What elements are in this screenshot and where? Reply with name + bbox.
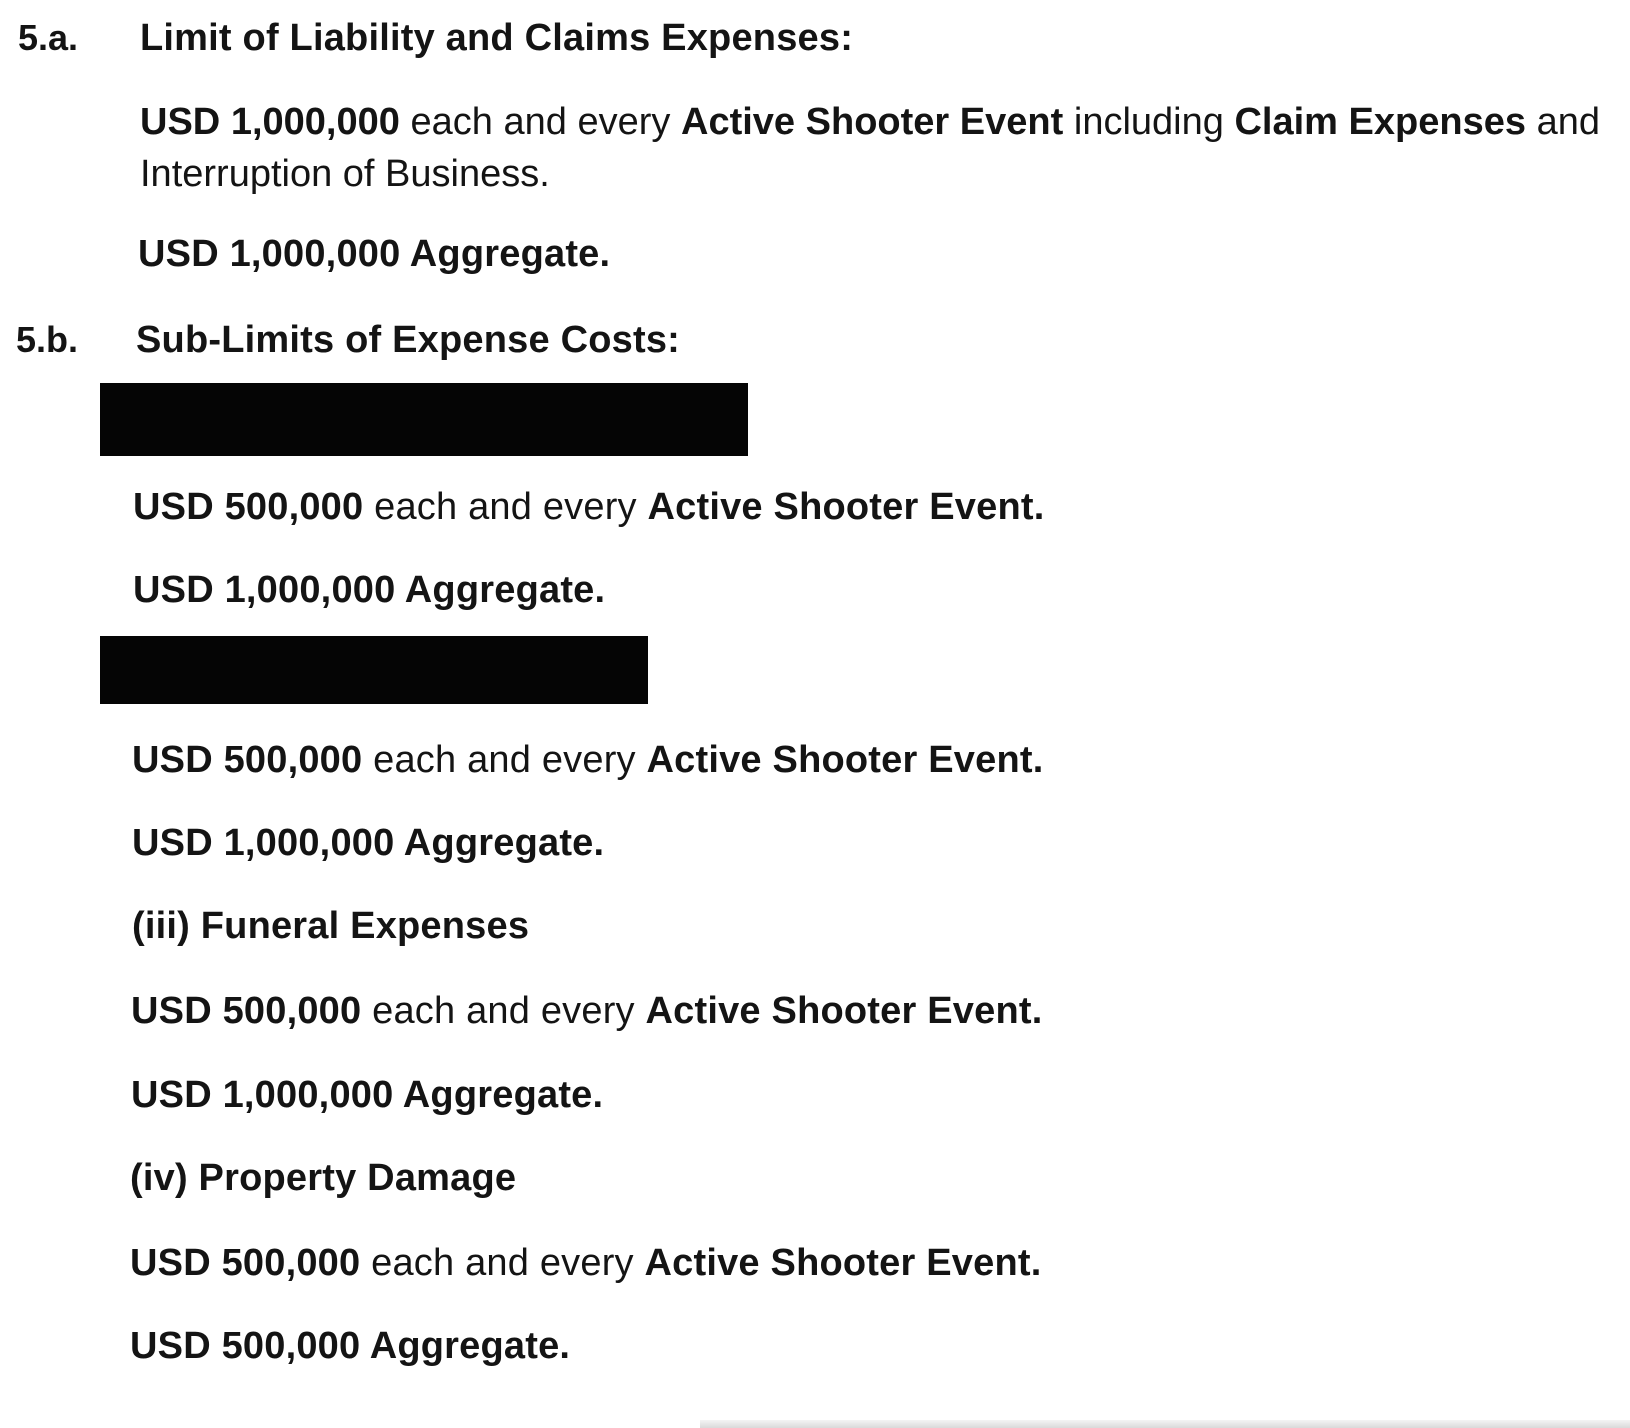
sublimit-amount: USD 500,000 (133, 486, 364, 528)
sublimit-aggregate: USD 500,000 Aggregate. (130, 1325, 571, 1367)
sublimit-event: Active Shooter Event. (647, 486, 1045, 528)
sublimit-text: each and every (360, 1242, 645, 1284)
sublimit-aggregate: USD 1,000,000 Aggregate. (131, 1074, 604, 1116)
sublimit-event: Active Shooter Event. (646, 739, 1044, 781)
limit-paragraph (140, 96, 1600, 200)
sublimit-event: Active Shooter Event. (644, 1242, 1042, 1284)
sublimit-each (133, 485, 1044, 529)
page-bottom-edge (700, 1420, 1630, 1428)
section-number-5a: 5.a. (18, 17, 79, 58)
redaction-bar (100, 636, 648, 704)
limit-event: Active Shooter Event (681, 101, 1064, 143)
limit-text-1: each and every (399, 101, 681, 143)
section-number-5b: 5.b. (16, 319, 79, 360)
sublimit-each (130, 1241, 1041, 1285)
sublimit-text: each and every (362, 739, 647, 781)
section-heading-5a: Limit of Liability and Claims Expenses: (140, 17, 854, 59)
redaction-bar (100, 383, 748, 456)
limit-claim-expenses: Claim Expenses (1234, 101, 1526, 143)
sublimit-aggregate: USD 1,000,000 Aggregate. (133, 569, 606, 611)
section-heading-5b: Sub-Limits of Expense Costs: (136, 319, 681, 361)
sublimit-title-property: (iv) Property Damage (130, 1157, 517, 1199)
sublimit-event: Active Shooter Event. (645, 990, 1043, 1032)
sublimit-text: each and every (361, 990, 646, 1032)
sublimit-amount: USD 500,000 (130, 1242, 361, 1284)
sublimit-amount: USD 500,000 (132, 739, 363, 781)
sublimit-text: each and every (363, 486, 648, 528)
sublimit-aggregate: USD 1,000,000 Aggregate. (132, 822, 605, 864)
sublimit-each (131, 989, 1042, 1033)
limit-text-3: and Interruption of Business. (140, 101, 1600, 195)
sublimit-each (132, 738, 1043, 782)
sublimit-title-funeral: (iii) Funeral Expenses (132, 905, 530, 947)
limit-amount: USD 1,000,000 (140, 101, 400, 143)
sublimit-amount: USD 500,000 (131, 990, 362, 1032)
limit-aggregate: USD 1,000,000 Aggregate. (138, 233, 611, 275)
limit-text-2: including (1063, 101, 1235, 143)
